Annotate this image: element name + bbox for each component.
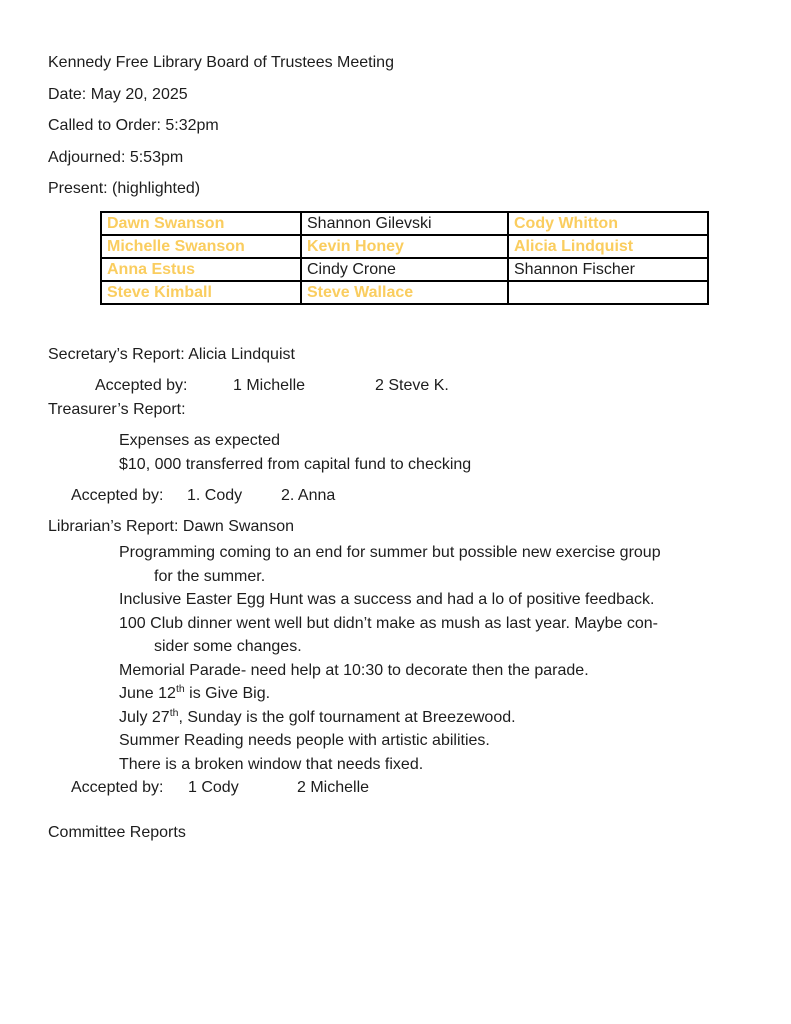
attendance-table-body xyxy=(101,212,708,304)
report-line: There is a broken window that needs fixed. xyxy=(119,755,424,773)
secretary-report-heading: Secretary’s Report: Alicia Lindquist xyxy=(48,346,295,363)
table-row xyxy=(101,212,708,235)
attendee-cell-present: Michelle Swanson xyxy=(101,235,301,258)
accepted-by-label: Accepted by: xyxy=(95,377,188,394)
ordinal-superscript: th xyxy=(175,683,185,695)
report-line-text: June 12 xyxy=(119,685,176,702)
attendance-table xyxy=(100,211,709,305)
motion-mover: 1. Cody xyxy=(187,487,243,504)
attendee-cell-present: Alicia Lindquist xyxy=(508,235,708,258)
adjourned-line: Adjourned: 5:53pm xyxy=(48,148,184,166)
librarian-report-heading: Librarian’s Report: Dawn Swanson xyxy=(48,518,295,535)
attendee-cell: Shannon Gilevski xyxy=(301,212,508,235)
attendee-cell: Cindy Crone xyxy=(301,258,508,281)
motion-mover: 1 Michelle xyxy=(233,377,306,394)
called-to-order-line: Called to Order: 5:32pm xyxy=(48,117,219,134)
librarian-lines xyxy=(48,541,751,776)
report-line: Programming coming to an end for summer but possible new exercise group xyxy=(119,544,661,561)
report-line xyxy=(119,682,751,706)
report-line: sider some changes. xyxy=(154,638,302,655)
attendee-cell-present: Kevin Honey xyxy=(301,235,508,258)
table-row xyxy=(101,258,708,281)
report-line: for the summer. xyxy=(154,567,266,585)
table-row xyxy=(101,281,708,304)
report-line: Inclusive Easter Egg Hunt was a success and had a lo of positive feedback. xyxy=(119,591,655,608)
secretary-accepted-line xyxy=(95,376,751,395)
attendee-cell-present: Steve Kimball xyxy=(101,281,301,304)
attendee-cell: Shannon Fischer xyxy=(508,258,708,281)
accepted-by-label: Accepted by: xyxy=(71,487,164,504)
attendee-cell-present: Anna Estus xyxy=(101,258,301,281)
treasurer-report-heading: Treasurer’s Report: xyxy=(48,401,186,418)
report-line-text: , Sunday is the golf tournament at Breezewood. xyxy=(178,708,516,726)
report-line xyxy=(119,706,751,730)
report-line: 100 Club dinner went well but didn’t make as mush as last year. Maybe con- xyxy=(119,614,658,632)
report-line: $10, 000 transferred from capital fund to checking xyxy=(119,456,472,473)
motion-seconder: 2 Michelle xyxy=(297,779,370,796)
present-label: Present: (highlighted) xyxy=(48,180,201,197)
attendee-cell-present: Dawn Swanson xyxy=(101,212,301,235)
treasurer-accepted-line xyxy=(71,486,751,505)
motion-seconder: 2. Anna xyxy=(281,487,336,504)
librarian-accepted-line xyxy=(71,776,751,800)
report-line-text: July 27 xyxy=(119,708,170,726)
report-line: Summer Reading needs people with artistic abilities. xyxy=(119,732,490,749)
attendee-cell-present: Steve Wallace xyxy=(301,281,508,304)
committee-reports-heading: Committee Reports xyxy=(48,823,186,841)
attendee-cell-present: Cody Whitton xyxy=(508,212,708,235)
meeting-date-line: Date: May 20, 2025 xyxy=(48,85,188,103)
page-title: Kennedy Free Library Board of Trustees Meeting xyxy=(48,54,394,71)
report-line-text: is Give Big. xyxy=(184,685,271,702)
ordinal-superscript: th xyxy=(169,706,179,719)
report-line: Memorial Parade- need help at 10:30 to decorate then the parade. xyxy=(119,661,589,679)
table-row xyxy=(101,235,708,258)
report-line: Expenses as expected xyxy=(119,432,280,449)
motion-seconder: 2 Steve K. xyxy=(375,377,449,394)
accepted-by-label: Accepted by: xyxy=(71,779,164,796)
attendee-cell xyxy=(508,281,708,304)
motion-mover: 1 Cody xyxy=(188,779,239,796)
